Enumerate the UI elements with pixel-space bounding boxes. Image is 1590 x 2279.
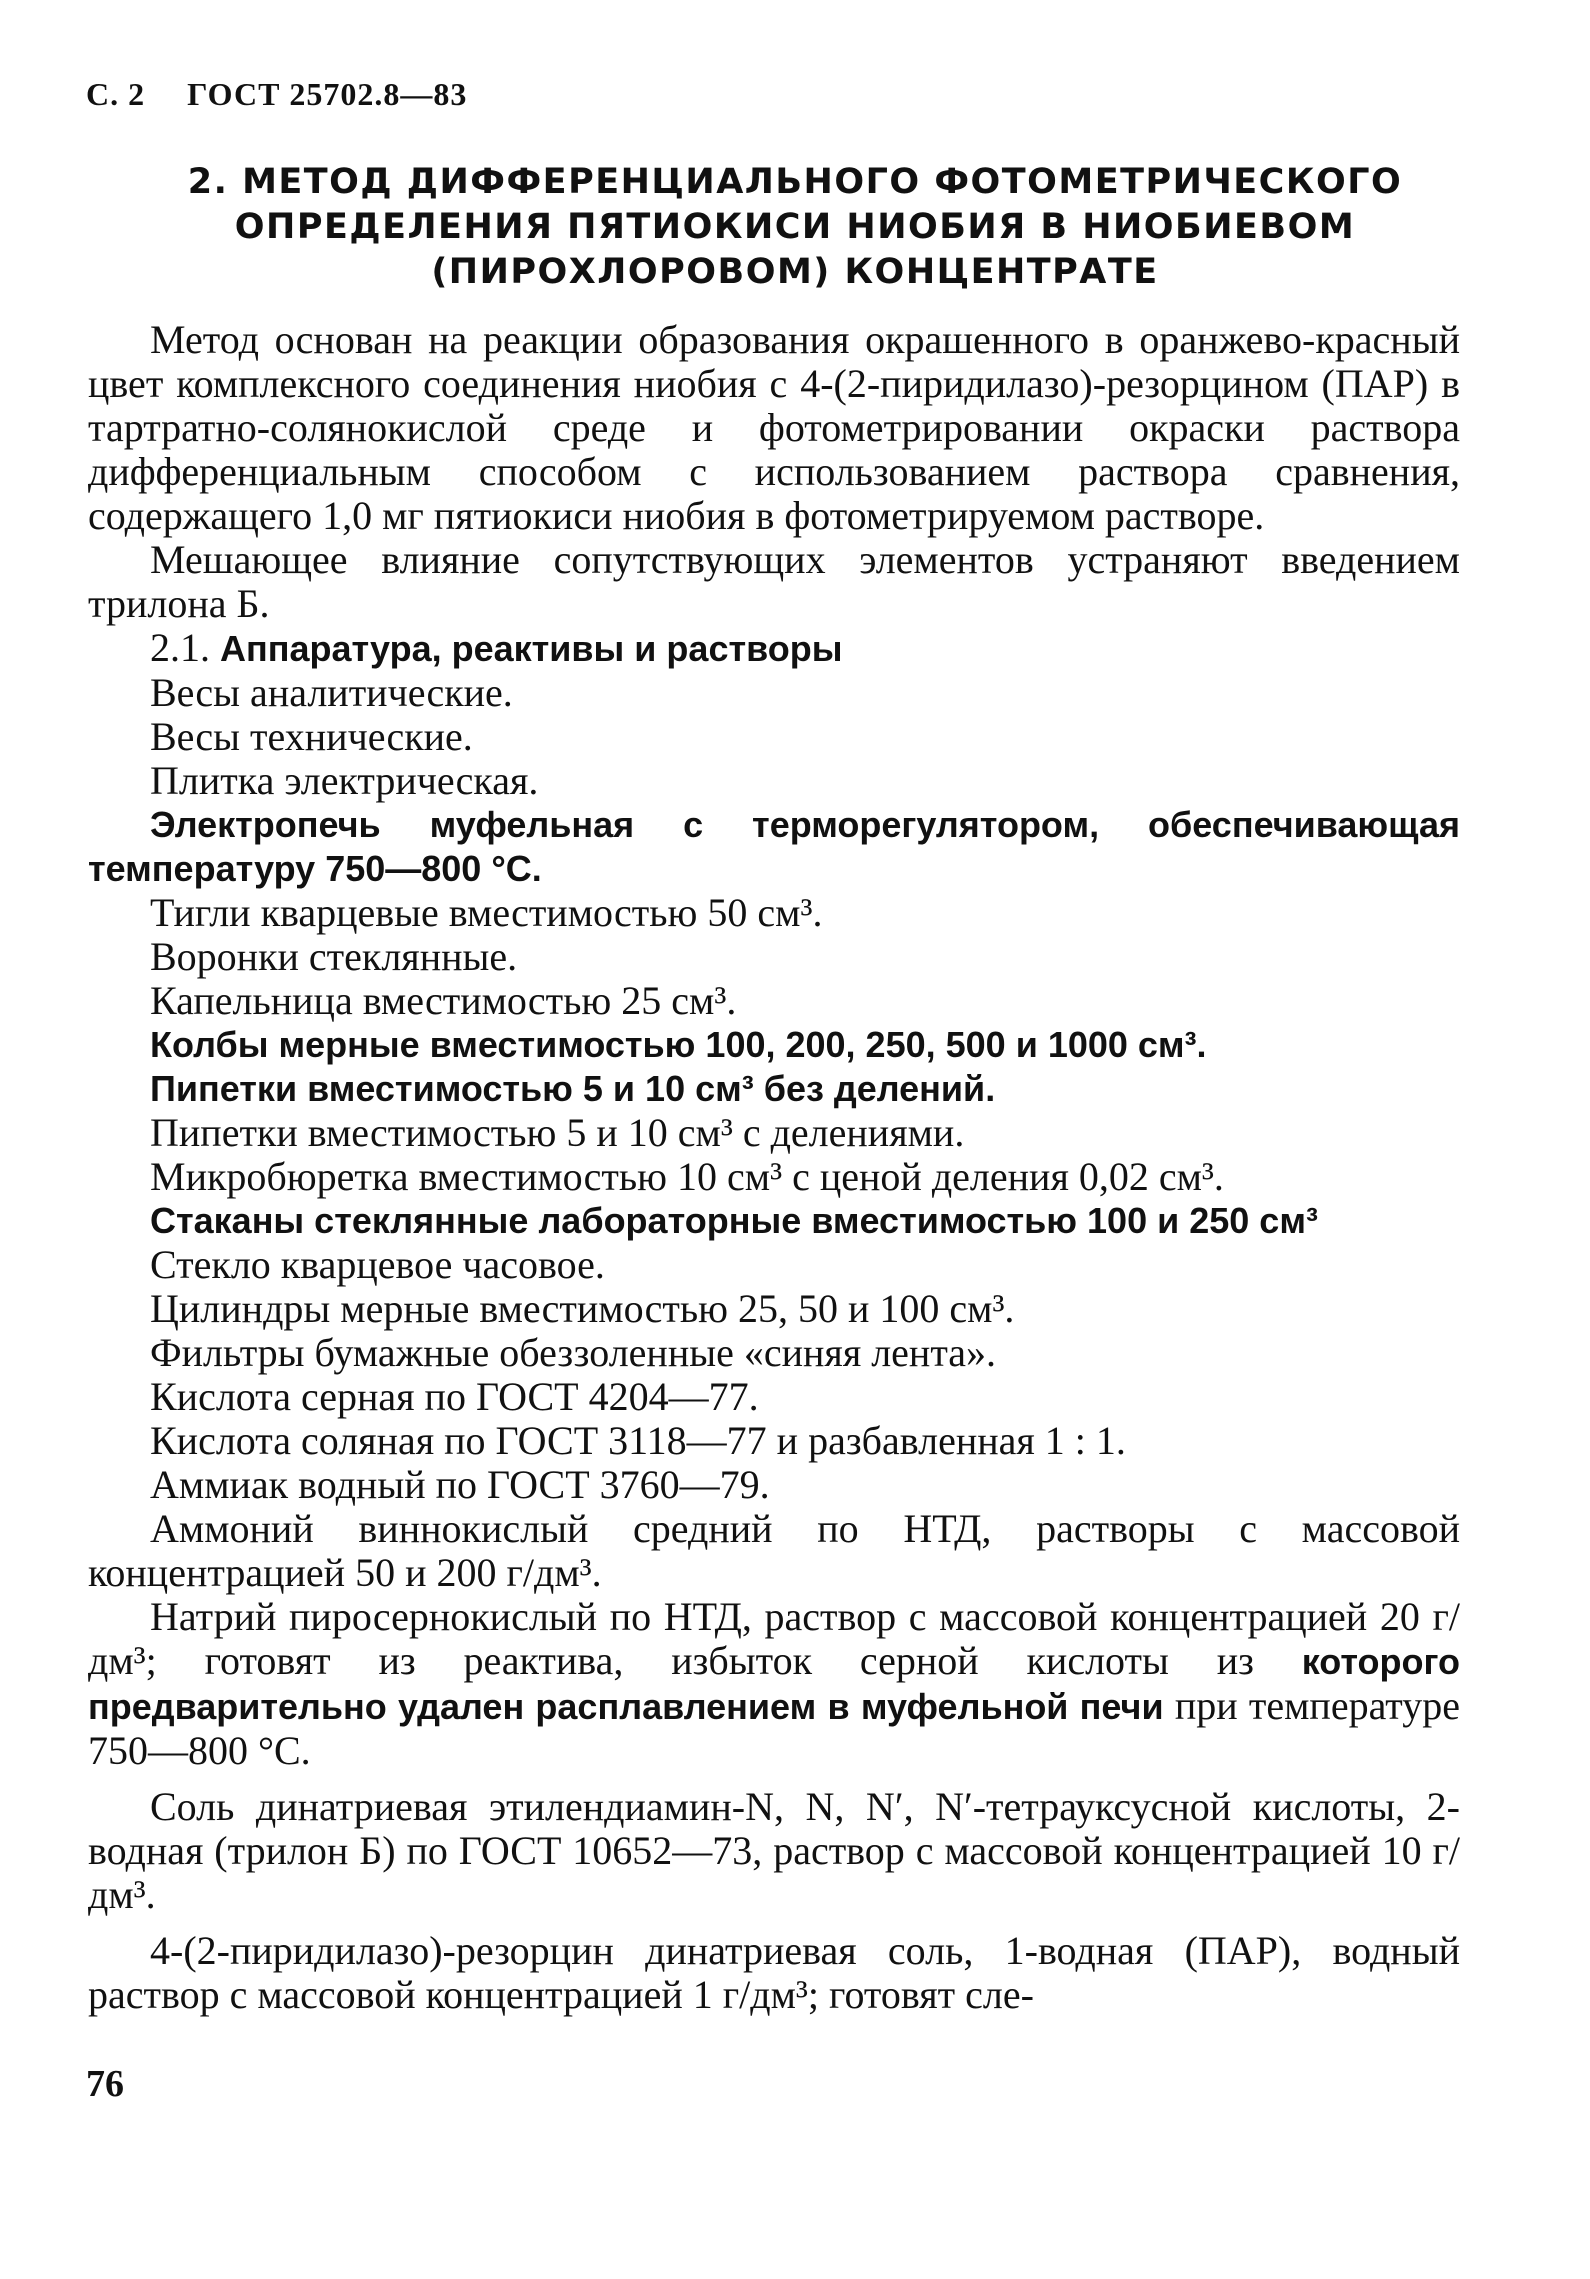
interference-paragraph: Мешающее влияние сопутствующих элементов устраняют введением трилона Б.: [88, 537, 1460, 626]
subsection-number: 2.1.: [150, 625, 210, 670]
page-header: [86, 76, 467, 113]
natrium-text: Натрий пиросернокислый по НТД, раствор с массовой концентрацией 20 г/дм³; готовят из реактива, избыток серной кислоты из: [88, 1594, 1460, 1683]
list-item: Аммоний виннокислый средний по НТД, растворы с массовой концентрацией 50 и 200 г/дм³.: [88, 1506, 1460, 1595]
section-title-line: ОПРЕДЕЛЕНИЯ ПЯТИОКИСИ НИОБИЯ В НИОБИЕВОМ: [234, 207, 1356, 247]
list-item: Капельница вместимостью 25 см³.: [150, 978, 737, 1023]
natrium-text-end: при температуре 750—800 °С.: [88, 1683, 1460, 1773]
list-item: Весы аналитические.: [150, 670, 513, 715]
main-text: [88, 318, 1460, 2017]
method-paragraph: Метод основан на реакции образования окрашенного в оранжево-красный цвет комплексного соединения ниобия с 4-(2-пиридилазо)-резорцином (ПАР) в тартратно-солянокислой среде и фотометрировании окраски раствора дифференциальным способом с использованием раствора сравнения, содержащего 1,0 мг пятиокиси ниобия в фотометрируемом растворе.: [88, 317, 1460, 538]
list-item: Пипетки вместимостью 5 и 10 см³ с делениями.: [150, 1110, 965, 1155]
subsection-title: Аппаратура, реактивы и растворы: [220, 628, 843, 669]
list-item: Кислота серная по ГОСТ 4204—77.: [150, 1374, 759, 1419]
page-reference: С. 2: [86, 76, 146, 112]
page-number: 76: [86, 2063, 124, 2105]
par-paragraph: 4-(2-пиридилазо)-резорцин динатриевая соль, 1-водная (ПАР), водный раствор с массовой концентрацией 1 г/дм³; готовят сле-: [88, 1928, 1460, 2017]
natrium-paragraph: [88, 1595, 1460, 1773]
list-item: Электропечь муфельная с терморегулятором, обеспечивающая температуру 750—800 °С.: [88, 804, 1460, 889]
list-item: Фильтры бумажные обеззоленные «синяя лента».: [150, 1330, 997, 1375]
section-title-line: 2. МЕТОД ДИФФЕРЕНЦИАЛЬНОГО ФОТОМЕТРИЧЕСКОГО: [187, 162, 1403, 202]
list-item: Стекло кварцевое часовое.: [150, 1242, 605, 1287]
list-item: Тигли кварцевые вместимостью 50 см³.: [150, 890, 823, 935]
subsection-heading: [88, 626, 1460, 671]
list-item: Пипетки вместимостью 5 и 10 см³ без делений.: [150, 1068, 996, 1109]
list-item: Стаканы стеклянные лабораторные вместимостью 100 и 250 см³: [150, 1200, 1318, 1241]
list-item: Воронки стеклянные.: [150, 934, 518, 979]
list-item: Кислота соляная по ГОСТ 3118—77 и разбавленная 1 : 1.: [150, 1418, 1126, 1463]
section-title-line: (ПИРОХЛОРОВОМ) КОНЦЕНТРАТЕ: [431, 252, 1159, 292]
list-item: Плитка электрическая.: [150, 758, 539, 803]
list-item: Аммиак водный по ГОСТ 3760—79.: [150, 1462, 770, 1507]
list-item: Колбы мерные вместимостью 100, 200, 250, 500 и 1000 см³.: [150, 1024, 1207, 1065]
standard-number: ГОСТ 25702.8—83: [187, 76, 468, 112]
list-item: Цилиндры мерные вместимостью 25, 50 и 100 см³.: [150, 1286, 1015, 1331]
list-item: Весы технические.: [150, 714, 473, 759]
natrium-bold-text: которого предварительно удален расплавлением в муфельной печи: [88, 1641, 1461, 1727]
section-title: [0, 160, 1590, 295]
list-item: Микробюретка вместимостью 10 см³ с ценой деления 0,02 см³.: [150, 1154, 1224, 1199]
trilon-paragraph: Соль динатриевая этилендиамин-N, N, N′, N′-тетрауксусной кислоты, 2-водная (трилон Б) по ГОСТ 10652—73, раствор с массовой концентрацией 10 г/дм³.: [88, 1784, 1460, 1917]
